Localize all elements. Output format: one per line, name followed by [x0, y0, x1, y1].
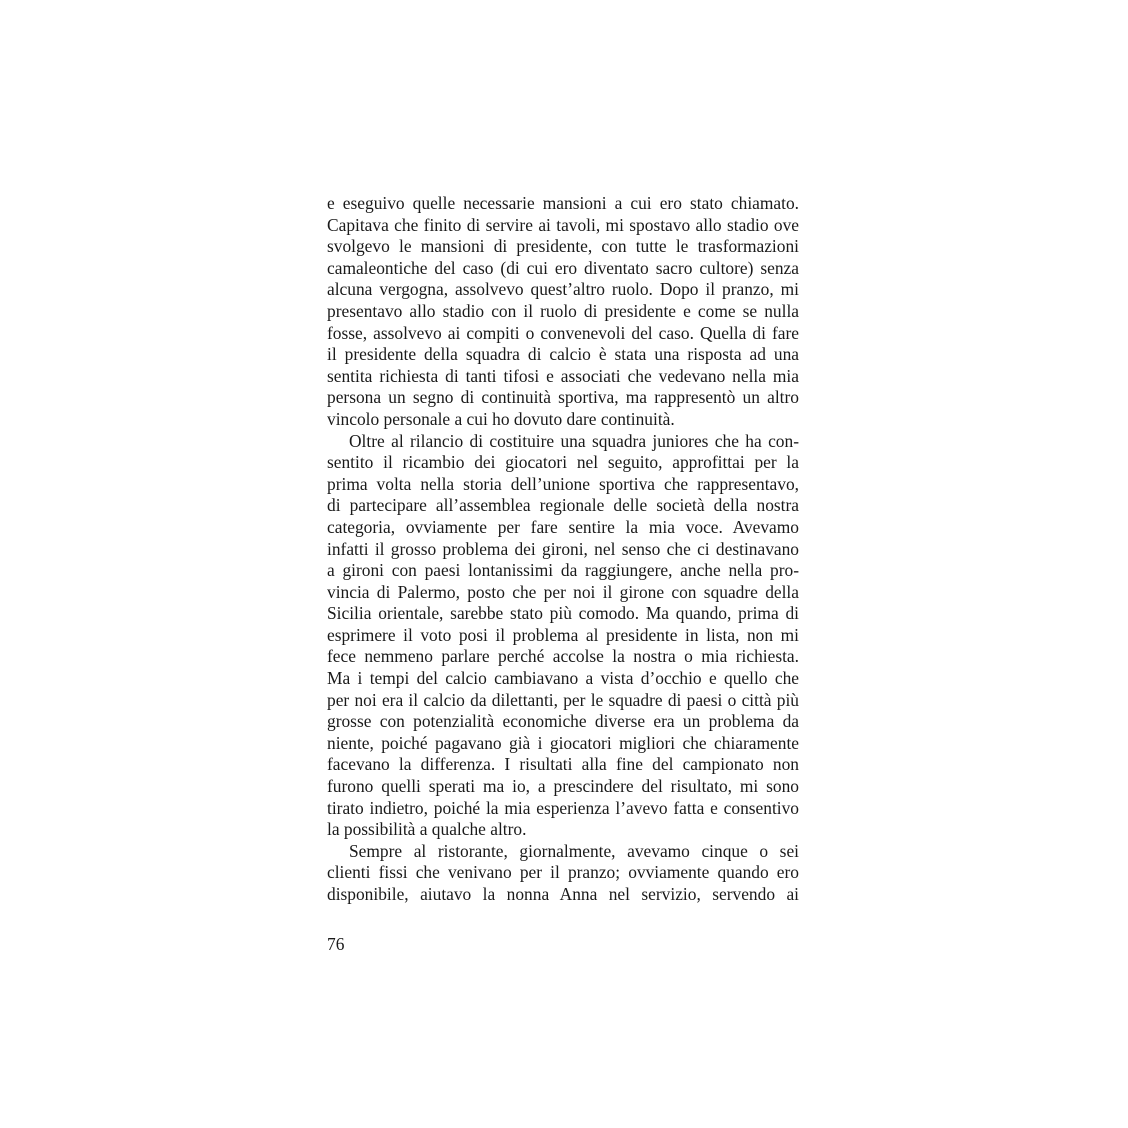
text-line: sentita richiesta di tanti tifosi e associati che vedevano nella mia — [327, 365, 799, 386]
text-line: camaleontiche del caso (di cui ero diventato sacro cultore) senza — [327, 257, 799, 278]
text-line: fosse, assolvevo ai compiti o convenevoli del caso. Quella di fare — [327, 322, 799, 343]
text-line: tirato indietro, poiché la mia esperienza l’avevo fatta e consentivo — [327, 797, 799, 818]
text-line: fece nemmeno parlare perché accolse la nostra o mia richiesta. — [327, 646, 799, 667]
text-line: furono quelli sperati ma io, a prescindere del risultato, mi sono — [327, 776, 799, 797]
text-line: alcuna vergogna, assolvevo quest’altro ruolo. Dopo il pranzo, mi — [327, 279, 799, 300]
text-line: vincolo personale a cui ho dovuto dare continuità. — [327, 408, 675, 429]
text-line: clienti fissi che venivano per il pranzo; ovviamente quando ero — [327, 862, 799, 883]
text-line: per noi era il calcio da dilettanti, per le squadre di paesi o città più — [327, 689, 799, 710]
text-line: svolgevo le mansioni di presidente, con tutte le trasformazioni — [327, 236, 799, 257]
text-line: grosse con potenzialità economiche diverse era un problema da — [327, 711, 799, 732]
text-line: Oltre al rilancio di costituire una squadra juniores che ha con- — [349, 430, 799, 451]
text-line: disponibile, aiutavo la nonna Anna nel servizio, servendo ai — [327, 884, 799, 904]
body-text — [327, 193, 799, 906]
text-line: Capitava che finito di servire ai tavoli, mi spostavo allo stadio ove — [327, 214, 799, 235]
text-line: di partecipare all’assemblea regionale delle società della nostra — [327, 495, 799, 516]
text-line: niente, poiché pagavano già i giocatori migliori che chiaramente — [327, 732, 799, 753]
text-line: e eseguivo quelle necessarie mansioni a cui ero stato chiamato. — [327, 193, 799, 213]
text-line: sentito il ricambio dei giocatori nel seguito, approfittai per la — [327, 452, 799, 473]
text-line: a gironi con paesi lontanissimi da raggiungere, anche nella pro- — [327, 560, 799, 581]
text-line: esprimere il voto posi il problema al presidente in lista, non mi — [327, 624, 799, 645]
text-line: Sicilia orientale, sarebbe stato più comodo. Ma quando, prima di — [327, 603, 799, 624]
text-line: Ma i tempi del calcio cambiavano a vista d’occhio e quello che — [327, 668, 799, 689]
text-line: la possibilità a qualche altro. — [327, 819, 527, 840]
text-line: il presidente della squadra di calcio è stata una risposta ad una — [327, 344, 799, 365]
text-line: infatti il grosso problema dei gironi, nel senso che ci destinavano — [327, 538, 799, 559]
text-line: categoria, ovviamente per fare sentire la mia voce. Avevamo — [327, 516, 799, 537]
text-line: Sempre al ristorante, giornalmente, avevamo cinque o sei — [349, 840, 799, 861]
text-line: vincia di Palermo, posto che per noi il girone con squadre della — [327, 581, 799, 602]
text-line: presentavo allo stadio con il ruolo di presidente e come se nulla — [327, 300, 799, 321]
text-line: persona un segno di continuità sportiva, ma rappresentò un altro — [327, 387, 799, 408]
text-line: prima volta nella storia dell’unione sportiva che rappresentavo, — [327, 473, 799, 494]
page-number: 76 — [327, 934, 345, 954]
text-line: facevano la differenza. I risultati alla fine del campionato non — [327, 754, 799, 775]
